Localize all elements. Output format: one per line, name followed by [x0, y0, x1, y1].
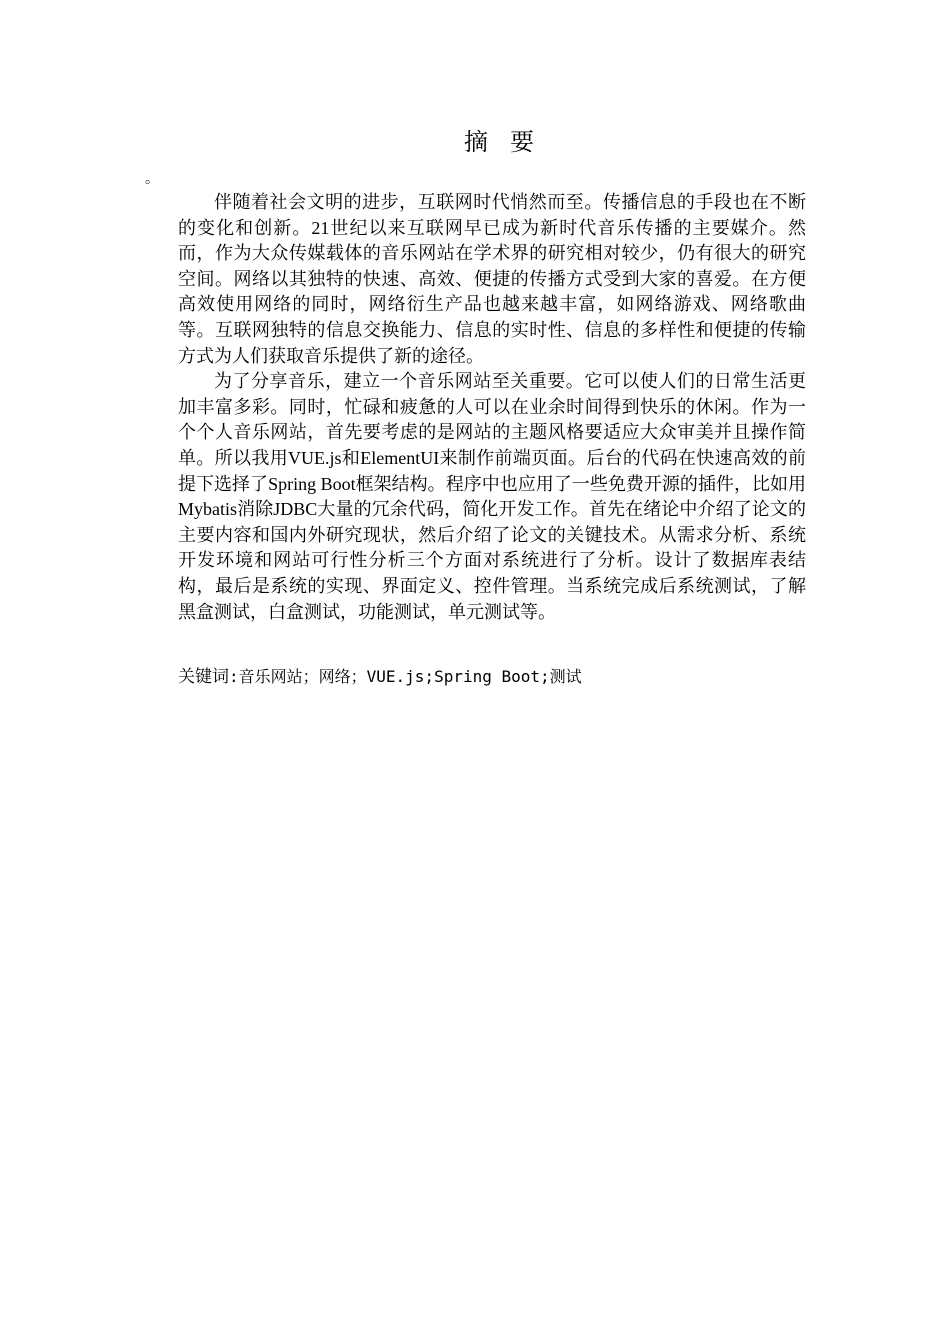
keywords-label: 关键词	[178, 667, 229, 687]
keywords-text: :音乐网站；网络；VUE.js;Spring Boot;测试	[229, 667, 582, 686]
margin-mark: 。	[145, 172, 159, 187]
abstract-paragraph-1: 伴随着社会文明的进步，互联网时代悄然而至。传播信息的手段也在不断的变化和创新。21世纪以来互联网早已成为新时代音乐传播的主要媒介。然而，作为大众传媒载体的音乐网站在学术界的研究相对较少，仍有很大的研究空间。网络以其独特的快速、高效、便捷的传播方式受到大家的喜爱。在方便高效使用网络的同时，网络衍生产品也越来越丰富，如网络游戏、网络歌曲等。互联网独特的信息交换能力、信息的实时性、信息的多样性和便捷的传输方式为人们获取音乐提供了新的途径。	[178, 192, 806, 366]
abstract-paragraph-2: 为了分享音乐，建立一个音乐网站至关重要。它可以使人们的日常生活更加丰富多彩。同时，忙碌和疲惫的人可以在业余时间得到快乐的休闲。作为一个个人音乐网站，首先要考虑的是网站的主题风格要适应大众审美并且操作简单。所以我用VUE.js和ElementUI来制作前端页面。后台的代码在快速高效的前提下选择了Spring Boot框架结构。程序中也应用了一些免费开源的插件，比如用Mybatis消除JDBC大量的冗余代码，简化开发工作。首先在绪论中介绍了论文的主要内容和国内外研究现状，然后介绍了论文的关键技术。从需求分析、系统开发环境和网站可行性分析三个方面对系统进行了分析。设计了数据库表结构，最后是系统的实现、界面定义、控件管理。当系统完成后系统测试，了解黑盒测试，白盒测试，功能测试，单元测试等。	[178, 371, 806, 622]
abstract-body	[178, 190, 806, 625]
keywords-line	[178, 664, 806, 690]
abstract-title: 摘要	[464, 128, 556, 156]
